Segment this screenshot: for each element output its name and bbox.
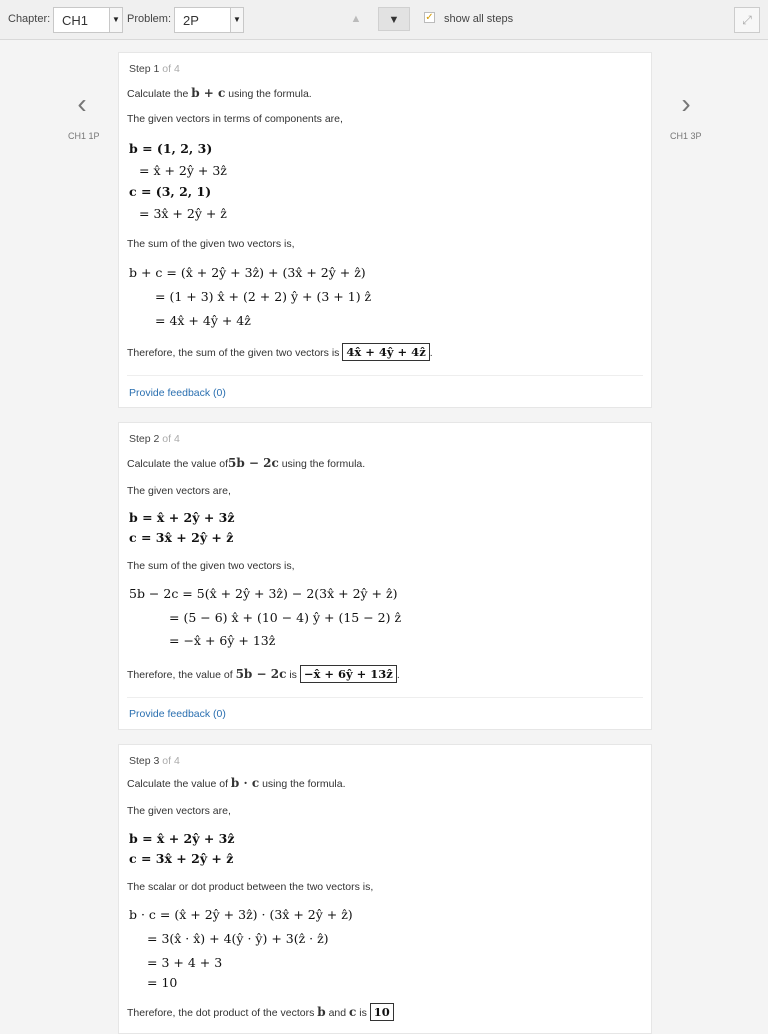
chevron-down-icon: ▼	[230, 8, 243, 32]
provide-feedback-link[interactable]: Provide feedback (0)	[129, 708, 226, 720]
result-sentence: Therefore, the value of 5b − 2c is −x̂ + 6ŷ + 13ẑ .	[127, 667, 400, 681]
sum-text: The sum of the given two vectors is,	[127, 560, 295, 572]
equation-line: c = 3x̂ + 2ŷ + ẑ	[129, 530, 234, 545]
expand-icon: ⤢	[742, 13, 752, 27]
sum-text: The sum of the given two vectors is,	[127, 238, 295, 250]
step-title: Step 2 of 4	[129, 433, 180, 445]
step-intro: Calculate the b + c using the formula.	[127, 86, 312, 100]
step-title: Step 3 of 4	[129, 755, 180, 767]
equation-line: = 10	[147, 975, 178, 990]
divider	[127, 375, 643, 376]
given-text: The given vectors in terms of components are,	[127, 113, 343, 125]
chapter-value: CH1	[62, 13, 89, 28]
step-card-2	[118, 422, 652, 730]
equation-line: c = (3, 2, 1)	[129, 184, 212, 199]
check-icon: ✓	[425, 12, 434, 23]
show-all-steps-checkbox[interactable]	[424, 12, 435, 23]
chevron-right-icon[interactable]: ›	[681, 88, 691, 119]
equation-line: = (1 + 3) x̂ + (2 + 2) ŷ + (3 + 1) ẑ	[155, 289, 372, 304]
equation-line: c = 3x̂ + 2ŷ + ẑ	[129, 851, 234, 866]
equation-line: = (5 − 6) x̂ + (10 − 4) ŷ + (15 − 2) ẑ	[169, 610, 402, 625]
chapter-select[interactable]	[53, 7, 123, 33]
equation-line: b = (1, 2, 3)	[129, 141, 213, 156]
equation-line: b + c = (x̂ + 2ŷ + 3ẑ) + (3x̂ + 2ŷ + ẑ)	[129, 265, 366, 280]
prev-problem-link[interactable]: CH1 1P	[68, 131, 100, 141]
equation-line: 5b − 2c = 5(x̂ + 2ŷ + 3ẑ) − 2(3x̂ + 2ŷ + ẑ)	[129, 586, 398, 601]
next-problem-link[interactable]: CH1 3P	[670, 131, 702, 141]
chevron-left-icon[interactable]: ‹	[77, 88, 87, 119]
result-box: −x̂ + 6ŷ + 13ẑ	[300, 665, 397, 683]
equation-line: b = x̂ + 2ŷ + 3ẑ	[129, 510, 235, 525]
given-text: The given vectors are,	[127, 805, 231, 817]
equation-line: = 4x̂ + 4ŷ + 4ẑ	[155, 313, 251, 328]
step-intro: Calculate the value of b · c using the formula.	[127, 776, 346, 790]
sum-text: The scalar or dot product between the two vectors is,	[127, 881, 374, 893]
previous-problem-button[interactable]	[340, 7, 372, 31]
step-intro: Calculate the value of5b − 2c using the formula.	[127, 456, 366, 470]
equation-line: b = x̂ + 2ŷ + 3ẑ	[129, 831, 235, 846]
chapter-label: Chapter:	[8, 13, 51, 25]
result-sentence: Therefore, the dot product of the vectors b and c is 10	[127, 1003, 394, 1021]
equation-line: b · c = (x̂ + 2ŷ + 3ẑ) · (3x̂ + 2ŷ + ẑ)	[129, 907, 353, 922]
equation-line: = x̂ + 2ŷ + 3ẑ	[139, 163, 227, 178]
arrow-up-icon: ▲	[350, 13, 362, 25]
step-card-3	[118, 744, 652, 1034]
provide-feedback-link[interactable]: Provide feedback (0)	[129, 387, 226, 399]
result-box: 10	[370, 1003, 394, 1021]
result-sentence: Therefore, the sum of the given two vectors is 4x̂ + 4ŷ + 4ẑ .	[127, 345, 433, 359]
divider	[127, 697, 643, 698]
toolbar	[0, 0, 768, 40]
fullscreen-button[interactable]	[734, 7, 760, 33]
equation-line: = 3 + 4 + 3	[147, 955, 223, 970]
show-all-steps-label[interactable]: show all steps	[444, 13, 514, 25]
step-card-1	[118, 52, 652, 408]
problem-value: 2P	[183, 13, 199, 28]
result-box: 4x̂ + 4ŷ + 4ẑ	[342, 343, 429, 361]
equation-line: = 3x̂ + 2ŷ + ẑ	[139, 206, 227, 221]
step-title: Step 1 of 4	[129, 63, 180, 75]
problem-label: Problem:	[127, 13, 172, 25]
arrow-down-icon: ▼	[388, 14, 400, 26]
equation-line: = −x̂ + 6ŷ + 13ẑ	[169, 633, 276, 648]
given-text: The given vectors are,	[127, 485, 231, 497]
equation-line: = 3(x̂ · x̂) + 4(ŷ · ŷ) + 3(ẑ · ẑ)	[147, 931, 329, 946]
next-problem-button[interactable]	[378, 7, 410, 31]
problem-select[interactable]	[174, 7, 244, 33]
chevron-down-icon: ▼	[109, 8, 122, 32]
